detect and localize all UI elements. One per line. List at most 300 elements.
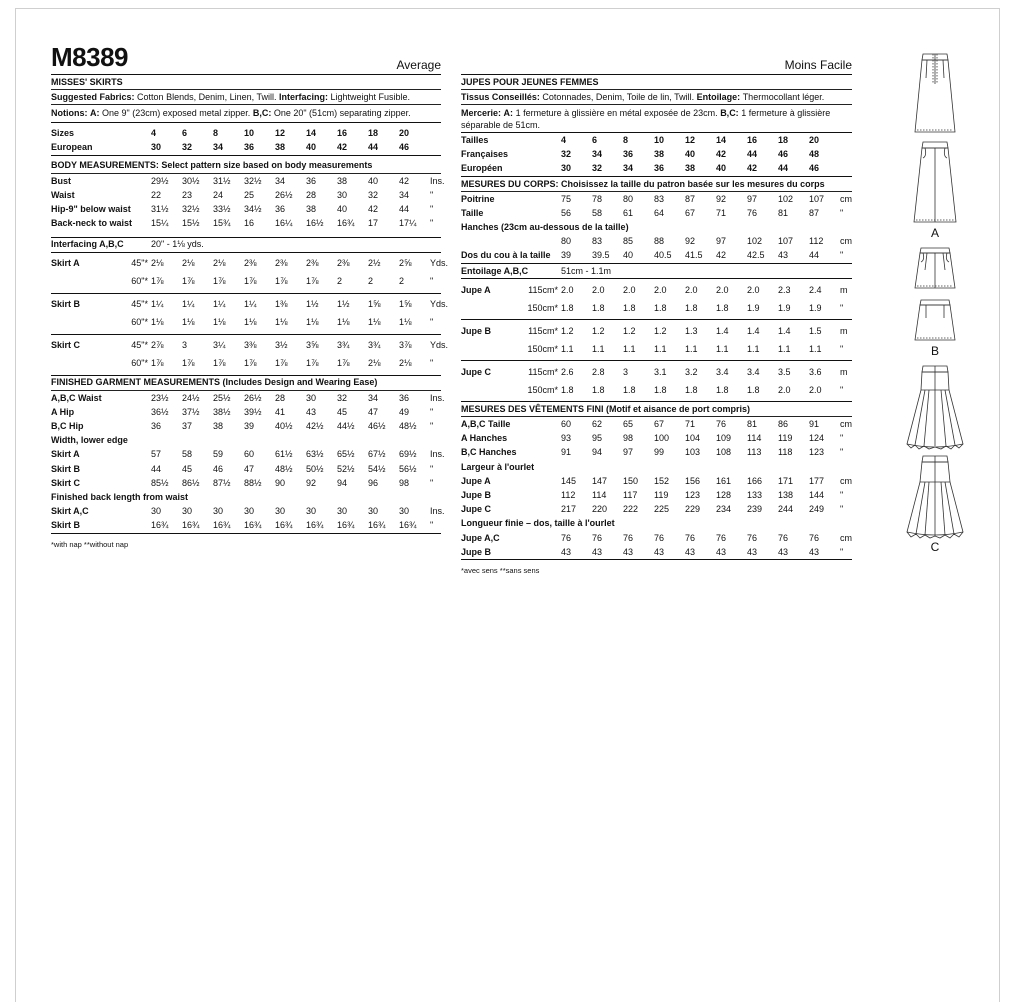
row-values — [561, 504, 840, 515]
value-cell: 69½ — [399, 449, 417, 460]
fabrics-text: Cotton Blends, Denim, Linen, Twill. — [137, 91, 277, 102]
value-cell: 3¾ — [337, 340, 350, 351]
row-values — [561, 433, 840, 444]
value-cell: 44 — [809, 250, 820, 261]
fabrics-text-fr: Cotonnades, Denim, Toile de lin, Twill. — [542, 91, 695, 102]
unit-cell: " — [840, 384, 844, 395]
skirt-b-front-sketch — [903, 246, 967, 292]
value-cell: 62 — [592, 419, 603, 430]
measurement-row — [51, 217, 441, 231]
value-cell: 43 — [561, 546, 572, 557]
yardage-label: Skirt C — [51, 340, 81, 351]
value-cell: 43 — [809, 546, 820, 557]
value-cell: 166 — [747, 475, 763, 486]
unit-cell: Ins. — [430, 449, 445, 460]
value-cell: 40 — [623, 250, 634, 261]
row-label: Skirt A — [51, 449, 80, 460]
value-cell: 67 — [685, 207, 696, 218]
value-cell: 86½ — [182, 477, 200, 488]
value-cell: 1.8 — [685, 302, 698, 313]
unit-cell: " — [840, 343, 844, 354]
measurement-row — [51, 505, 445, 519]
skirt-a-front-sketch — [903, 140, 967, 226]
yardage-values — [151, 358, 430, 369]
yardage-table-fr — [461, 279, 852, 402]
value-cell: 92 — [306, 477, 317, 488]
value-cell: 43 — [623, 546, 634, 557]
value-cell: 91 — [809, 419, 820, 430]
value-cell: 24½ — [182, 392, 200, 403]
value-cell: 1.4 — [747, 325, 760, 336]
value-cell: 2.0 — [592, 284, 605, 295]
value-cell: 145 — [561, 475, 577, 486]
hip-row-fr — [461, 235, 852, 249]
value-cell: 2.0 — [747, 284, 760, 295]
yardage-label: Jupe C — [461, 366, 492, 377]
sizes-values — [151, 128, 430, 139]
value-cell: 156 — [685, 475, 701, 486]
value-cell: 20 — [399, 127, 410, 138]
notions-row — [51, 105, 441, 123]
value-cell: 1.4 — [778, 325, 791, 336]
value-cell: 2⅞ — [151, 340, 164, 351]
value-cell: 2.3 — [778, 284, 791, 295]
finished-heading-text-fr: MESURES DES VÊTEMENTS FINI (Motif et aisance de port compris) — [461, 403, 751, 414]
value-cell: 36 — [654, 163, 665, 174]
fabric-width: 45"* — [131, 299, 148, 310]
value-cell: 16¾ — [337, 218, 355, 229]
value-cell: 244 — [778, 504, 794, 515]
length-rows — [51, 505, 445, 534]
value-cell: 42 — [368, 203, 379, 214]
value-cell: 10 — [654, 134, 665, 145]
interfacing-label: Interfacing: — [278, 91, 328, 102]
value-cell: 225 — [654, 504, 670, 515]
value-cell: 56½ — [399, 463, 417, 474]
value-cell: 43 — [716, 546, 727, 557]
value-cell: 47 — [244, 463, 255, 474]
value-cell: 75 — [561, 193, 572, 204]
value-cell: 1⅛ — [368, 317, 381, 328]
yardage-label: Skirt A — [51, 258, 80, 269]
value-cell: 36 — [623, 149, 634, 160]
body-heading — [51, 159, 441, 174]
fabric-width: 150cm* — [527, 384, 558, 395]
value-cell: 44 — [747, 149, 758, 160]
value-cell: 102 — [747, 236, 763, 247]
notions-a-label: A: — [90, 108, 100, 119]
value-cell: 29½ — [151, 175, 169, 186]
notions-bc-label-fr: B,C: — [720, 108, 739, 119]
value-cell: 37 — [182, 421, 193, 432]
measurement-row — [461, 488, 852, 502]
value-cell: 3⅜ — [244, 340, 257, 351]
value-cell: 17¼ — [399, 218, 417, 229]
value-cell: 3.2 — [685, 366, 698, 377]
value-cell: 1⅛ — [337, 317, 350, 328]
value-cell: 43 — [685, 546, 696, 557]
yardage-label: Skirt B — [51, 299, 81, 310]
value-cell: 1⅞ — [337, 358, 350, 369]
value-cell: 1.2 — [561, 325, 574, 336]
value-cell: 80 — [623, 193, 634, 204]
row-values — [561, 490, 840, 501]
row-label: Jupe B — [461, 489, 492, 500]
fabric-width: 115cm* — [528, 325, 558, 336]
value-cell: 3 — [623, 366, 629, 377]
value-cell: 1⅞ — [306, 358, 319, 369]
value-cell: 81 — [778, 207, 789, 218]
value-cell: 104 — [685, 433, 701, 444]
french-column — [461, 38, 852, 575]
measurement-row — [51, 476, 441, 490]
yardage-row — [51, 337, 449, 355]
value-cell: 119 — [654, 489, 669, 500]
length-label-fr: Longueur finie – dos, taille à l'ourlet — [461, 518, 615, 529]
unit-cell: Yds. — [430, 258, 449, 269]
view-letter-b: B — [930, 344, 939, 358]
fabric-width: 150cm* — [527, 302, 558, 313]
hip-heading-fr — [461, 221, 852, 235]
value-cell: 1.1 — [778, 343, 791, 354]
body-heading-text-fr: MESURES DU CORPS: Choisissez la taille du patron basée sur les mesures du corps — [461, 178, 825, 189]
unit-cell: " — [840, 504, 844, 515]
value-cell: 16¾ — [151, 520, 169, 531]
value-cell: 38 — [685, 163, 696, 174]
value-cell: 1¼ — [213, 299, 226, 310]
unit-cell: " — [430, 406, 434, 417]
value-cell: 38 — [306, 203, 317, 214]
unit-cell: cm — [840, 475, 852, 486]
unit-cell: " — [430, 276, 434, 287]
european-label: European — [51, 142, 93, 153]
value-cell: 1⅛ — [306, 317, 319, 328]
sizes-label-fr: Tailles — [461, 134, 489, 145]
value-cell: 112 — [561, 489, 576, 500]
value-cell: 3¾ — [368, 340, 381, 351]
yardage-row — [51, 355, 441, 373]
value-cell: 118 — [778, 447, 793, 458]
value-cell: 1.8 — [561, 302, 574, 313]
interfacing-row-fr — [461, 264, 852, 279]
title-row-fr — [461, 75, 852, 90]
value-cell: 36 — [399, 392, 410, 403]
unit-cell: " — [430, 520, 434, 531]
row-values — [151, 204, 430, 215]
value-cell: 1.8 — [654, 384, 667, 395]
value-cell: 99 — [654, 447, 665, 458]
value-cell: 133 — [747, 489, 763, 500]
length-heading — [51, 490, 441, 504]
unit-cell: cm — [840, 419, 852, 430]
footnote-fr: *avec sens **sans sens — [461, 566, 540, 576]
value-cell: 12 — [685, 134, 696, 145]
yardage-group — [461, 320, 852, 361]
hip-label-fr: Hanches (23cm au-dessous de la taille) — [461, 222, 629, 233]
row-values — [151, 464, 430, 475]
row-label: Poitrine — [461, 193, 495, 204]
notions-bc-label: B,C: — [252, 108, 272, 119]
row-values — [151, 218, 430, 229]
value-cell: 42 — [399, 175, 410, 186]
fabric-width: 60"* — [131, 276, 148, 287]
footnote: *with nap **without nap — [51, 539, 129, 549]
value-cell: 24 — [213, 189, 224, 200]
value-cell: 40.5 — [654, 250, 672, 261]
value-cell: 44 — [778, 163, 789, 174]
value-cell: 48 — [809, 149, 820, 160]
value-cell: 88 — [654, 236, 665, 247]
value-cell: 48½ — [275, 463, 293, 474]
value-cell: 2.0 — [561, 284, 574, 295]
value-cell: 16¾ — [337, 520, 355, 531]
value-cell: 32 — [368, 189, 379, 200]
value-cell: 36½ — [151, 406, 169, 417]
skirt-c-front-sketch — [903, 364, 967, 450]
value-cell: 114 — [592, 489, 607, 500]
row-values — [561, 194, 840, 205]
value-cell: 119 — [778, 433, 793, 444]
value-cell: 30 — [151, 506, 162, 517]
finished-rows — [51, 391, 445, 434]
unit-cell: " — [430, 189, 434, 200]
value-cell: 41.5 — [685, 250, 703, 261]
value-cell: 85½ — [151, 477, 169, 488]
value-cell: 61 — [623, 207, 634, 218]
value-cell: 102 — [778, 193, 794, 204]
value-cell: 40 — [337, 203, 348, 214]
value-cell: 16¾ — [275, 520, 293, 531]
value-cell: 76 — [716, 532, 727, 543]
value-cell: 96 — [368, 477, 379, 488]
value-cell: 23 — [182, 189, 193, 200]
value-cell: 49 — [399, 406, 410, 417]
value-cell: 3¼ — [213, 340, 226, 351]
value-cell: 1.8 — [685, 384, 698, 395]
garment-title-fr: JUPES POUR JEUNES FEMMES — [461, 76, 599, 87]
value-cell: 40 — [368, 175, 379, 186]
value-cell: 30 — [337, 189, 348, 200]
value-cell: 97 — [623, 447, 634, 458]
row-label: Hip-9" below waist — [51, 203, 131, 214]
width-rows-fr — [461, 474, 852, 517]
value-cell: 32 — [592, 163, 603, 174]
value-cell: 2.0 — [809, 384, 822, 395]
row-label: Skirt A,C — [51, 506, 89, 517]
unit-cell: " — [840, 489, 844, 500]
width-label-fr: Largeur à l'ourlet — [461, 461, 535, 472]
unit-cell: " — [430, 317, 434, 328]
value-cell: 31½ — [213, 175, 231, 186]
value-cell: 71 — [716, 207, 727, 218]
row-values — [561, 447, 840, 458]
value-cell: 1⅝ — [399, 299, 412, 310]
value-cell: 1.1 — [809, 343, 822, 354]
value-cell: 1⅞ — [275, 358, 288, 369]
fabric-width: 45"* — [131, 340, 148, 351]
value-cell: 1¼ — [151, 299, 164, 310]
length-label: Finished back length from waist — [51, 491, 189, 502]
value-cell: 15¼ — [151, 218, 169, 229]
value-cell: 38 — [213, 421, 224, 432]
value-cell: 1.9 — [809, 302, 822, 313]
value-cell: 34½ — [244, 203, 262, 214]
unit-cell: Ins. — [430, 506, 445, 517]
value-cell: 234 — [716, 504, 732, 515]
unit-cell: " — [840, 302, 844, 313]
value-cell: 107 — [778, 236, 794, 247]
value-cell: 40 — [685, 149, 696, 160]
value-cell: 26½ — [244, 392, 262, 403]
yardage-table — [51, 253, 449, 376]
body-heading-text: BODY MEASUREMENTS: Select pattern size based on body measurements — [51, 160, 373, 171]
value-cell: 1.8 — [561, 384, 574, 395]
value-cell: 2.0 — [716, 284, 729, 295]
row-label: Back-neck to waist — [51, 218, 133, 229]
row-label: Skirt B — [51, 520, 81, 531]
value-cell: 39 — [244, 421, 255, 432]
value-cell: 34 — [213, 142, 224, 153]
measurement-row — [51, 519, 441, 534]
value-cell: 113 — [747, 447, 762, 458]
value-cell: 60 — [561, 419, 572, 430]
value-cell: 52½ — [337, 463, 355, 474]
value-cell: 76 — [747, 532, 758, 543]
yardage-label: Jupe B — [461, 325, 492, 336]
value-cell: 249 — [809, 504, 825, 515]
value-cell: 44 — [399, 203, 410, 214]
value-cell: 90 — [275, 477, 286, 488]
yardage-values — [561, 344, 840, 355]
value-cell: 8 — [623, 134, 629, 145]
fabrics-label: Suggested Fabrics: — [51, 91, 135, 102]
notions-bc-text: One 20" (51cm) separating zipper. — [273, 108, 411, 119]
value-cell: 3⅞ — [399, 340, 412, 351]
value-cell: 109 — [716, 433, 732, 444]
neck-row-fr — [461, 249, 852, 264]
value-cell: 76 — [809, 532, 820, 543]
value-cell: 2 — [337, 276, 343, 287]
value-cell: 32½ — [244, 175, 262, 186]
yardage-values — [561, 303, 840, 314]
yardage-values — [561, 367, 840, 378]
hip-values-fr — [561, 236, 840, 247]
row-label: Skirt B — [51, 463, 81, 474]
value-cell: 47 — [368, 406, 379, 417]
row-label: A Hanches — [461, 433, 508, 444]
measurement-row — [51, 405, 441, 419]
value-cell: 76 — [685, 532, 696, 543]
yardage-values — [151, 340, 430, 351]
measurement-row — [461, 474, 852, 488]
value-cell: 92 — [685, 236, 696, 247]
value-cell: 2.4 — [809, 284, 822, 295]
value-cell: 88½ — [244, 477, 262, 488]
measurement-row — [51, 448, 445, 462]
difficulty-level: Average — [396, 58, 441, 72]
value-cell: 40½ — [275, 421, 293, 432]
value-cell: 239 — [747, 504, 763, 515]
european-label-fr: Européen — [461, 163, 503, 174]
width-label: Width, lower edge — [51, 435, 128, 446]
value-cell: 1.1 — [716, 343, 729, 354]
finished-heading-text: FINISHED GARMENT MEASUREMENTS (Includes Design and Wearing Ease) — [51, 377, 378, 388]
value-cell: 1⅛ — [151, 317, 164, 328]
value-cell: 86 — [778, 419, 789, 430]
pattern-number: M8389 — [51, 42, 128, 72]
interfacing-row — [51, 237, 441, 253]
value-cell: 34 — [368, 392, 379, 403]
value-cell: 81 — [747, 419, 758, 430]
value-cell: 42 — [337, 142, 348, 153]
interfacing-text: Lightweight Fusible. — [330, 91, 411, 102]
french-sizes-row — [461, 148, 852, 162]
value-cell: 1.8 — [654, 302, 667, 313]
view-letter-a: A — [930, 226, 939, 240]
value-cell: 92 — [716, 193, 727, 204]
unit-cell: m — [840, 366, 848, 377]
unit-cell: m — [840, 284, 848, 295]
sizes-label: Sizes — [51, 127, 75, 138]
unit-cell: " — [430, 463, 434, 474]
value-cell: 97 — [716, 236, 727, 247]
value-cell: 87 — [809, 207, 820, 218]
measurement-row — [461, 417, 852, 431]
value-cell: 45 — [337, 406, 348, 417]
value-cell: 2.0 — [778, 384, 791, 395]
unit-cell: " — [430, 218, 434, 229]
value-cell: 2⅝ — [399, 258, 412, 269]
value-cell: 2⅛ — [182, 258, 195, 269]
value-cell: 95 — [592, 433, 603, 444]
unit-cell: " — [430, 358, 434, 369]
value-cell: 42 — [747, 163, 758, 174]
yardage-row — [51, 296, 449, 314]
yardage-values — [151, 299, 430, 310]
value-cell: 147 — [592, 475, 608, 486]
sizes-row — [51, 126, 441, 140]
value-cell: 39 — [561, 250, 572, 261]
value-cell: 217 — [561, 504, 577, 515]
value-cell: 61½ — [275, 449, 293, 460]
value-cell: 2 — [368, 276, 374, 287]
unit-cell: Yds. — [430, 340, 449, 351]
unit-cell: " — [840, 207, 844, 218]
row-values — [151, 393, 430, 404]
value-cell: 40 — [716, 163, 727, 174]
interfacing-row-value-fr: 51cm - 1.1m — [561, 265, 612, 276]
value-cell: 3⅝ — [306, 340, 319, 351]
row-label: A Hip — [51, 406, 75, 417]
length-rows-fr — [461, 531, 852, 560]
value-cell: 152 — [654, 475, 670, 486]
unit-cell: " — [430, 477, 434, 488]
european-row — [51, 141, 441, 156]
value-cell: 41 — [275, 406, 286, 417]
yardage-group — [461, 279, 852, 320]
value-cell: 97 — [747, 193, 758, 204]
value-cell: 1.8 — [623, 384, 636, 395]
value-cell: 1⅛ — [399, 317, 412, 328]
value-cell: 42½ — [306, 421, 324, 432]
value-cell: 114 — [747, 433, 762, 444]
measurement-row — [51, 391, 445, 405]
value-cell: 14 — [306, 127, 317, 138]
row-label: Waist — [51, 189, 75, 200]
fabric-width: 45"* — [131, 258, 148, 269]
value-cell: 1.1 — [654, 343, 667, 354]
value-cell: 87½ — [213, 477, 231, 488]
